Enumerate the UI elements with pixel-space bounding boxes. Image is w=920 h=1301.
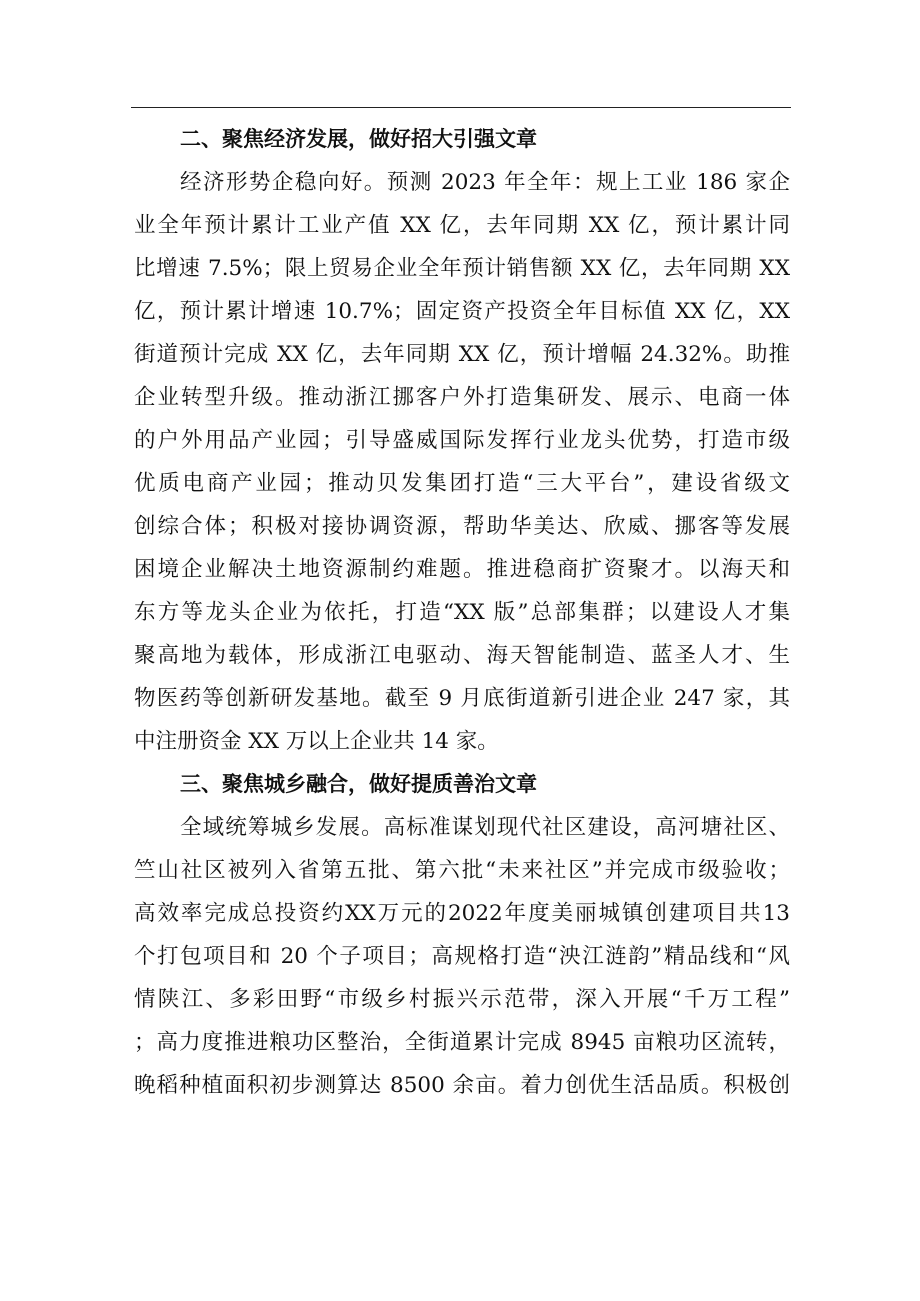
paragraph-line: 创综合体；积极对接协调资源，帮助华美达、欣威、挪客等发展: [134, 514, 790, 539]
paragraph-line: 比增速 7.5%；限上贸易企业全年预计销售额 XX 亿，去年同期 XX: [134, 256, 790, 281]
paragraph-line: 个打包项目和 20 个子项目；高规格打造“泱江涟韵”精品线和“风: [134, 944, 790, 969]
paragraph-line: 东方等龙头企业为依托，打造“XX 版”总部集群；以建设人才集: [134, 600, 790, 625]
section-heading-urban-rural: 三、聚焦城乡融合，做好提质善治文章: [180, 772, 537, 796]
paragraph-line: 困境企业解决土地资源制约难题。推进稳商扩资聚才。以海天和: [134, 557, 790, 582]
paragraph-line: 业全年预计累计工业产值 XX 亿，去年同期 XX 亿，预计累计同: [134, 213, 790, 238]
paragraph-line: 物医药等创新研发基地。截至 9 月底街道新引进企业 247 家，其: [134, 686, 790, 711]
paragraph-line: 优质电商产业园；推动贝发集团打造“三大平台”，建设省级文: [134, 471, 790, 496]
paragraph-line: 晚稻种植面积初步测算达 8500 余亩。着力创优生活品质。积极创: [134, 1073, 790, 1098]
paragraph-line: 高效率完成总投资约XX万元的2022年度美丽城镇创建项目共13: [134, 901, 790, 926]
paragraph-line: 中注册资金 XX 万以上企业共 14 家。: [134, 729, 499, 754]
paragraph-line: 经济形势企稳向好。预测 2023 年全年：规上工业 186 家企: [180, 170, 790, 195]
paragraph-line: 情陕江、多彩田野“市级乡村振兴示范带，深入开展“千万工程”: [134, 987, 790, 1012]
document-body: [134, 118, 790, 1107]
header-rule: [131, 107, 791, 108]
section-heading-economy: 二、聚焦经济发展，做好招大引强文章: [180, 127, 537, 151]
paragraph-line: 聚高地为载体，形成浙江电驱动、海天智能制造、蓝圣人才、生: [134, 643, 790, 668]
paragraph-line: 竺山社区被列入省第五批、第六批“未来社区”并完成市级验收；: [134, 858, 790, 883]
paragraph-line: 亿，预计累计增速 10.7%；固定资产投资全年目标值 XX 亿，XX: [134, 299, 790, 324]
paragraph-line: 企业转型升级。推动浙江挪客户外打造集研发、展示、电商一体: [134, 385, 790, 410]
paragraph-line: 全域统筹城乡发展。高标准谋划现代社区建设，高河塘社区、: [180, 815, 790, 840]
paragraph-line: ；高力度推进粮功区整治，全街道累计完成 8945 亩粮功区流转，: [134, 1030, 790, 1055]
paragraph-line: 街道预计完成 XX 亿，去年同期 XX 亿，预计增幅 24.32%。助推: [134, 342, 790, 367]
paragraph-line: 的户外用品产业园；引导盛威国际发挥行业龙头优势，打造市级: [134, 428, 790, 453]
